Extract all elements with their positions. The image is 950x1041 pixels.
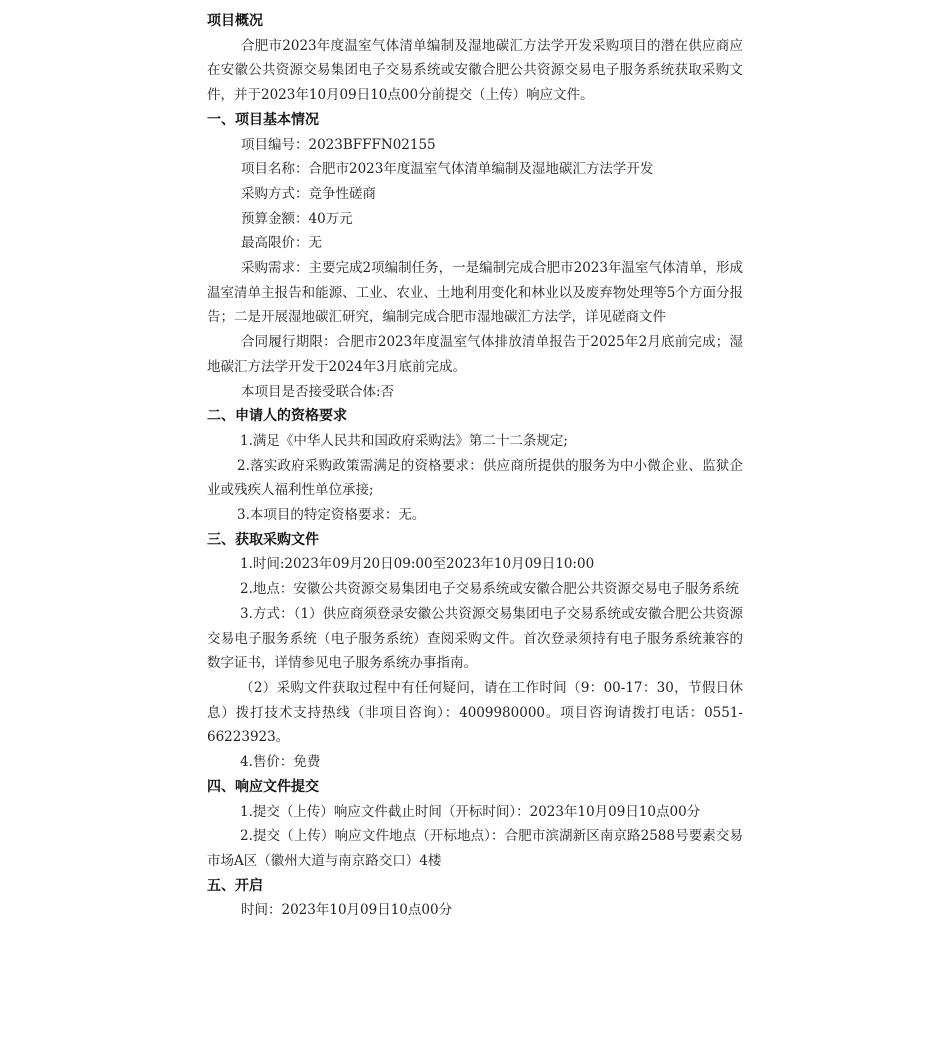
document-time: 1.时间:2023年09月20日09:00至2023年10月09日10:00: [240, 556, 595, 573]
section3-heading: 三、获取采购文件: [207, 531, 319, 548]
section5-heading: 五、开启: [207, 877, 263, 894]
submission-deadline: 1.提交（上传）响应文件截止时间（开标时间）：2023年10月09日10点00分: [240, 803, 701, 820]
project-name: 项目名称：合肥市2023年度温室气体清单编制及湿地碳汇方法学开发: [241, 161, 654, 178]
section2-heading: 二、申请人的资格要求: [207, 408, 347, 425]
announcement-document: [207, 9, 743, 923]
overview-heading: 项目概况: [207, 13, 263, 29]
opening-time: 时间：2023年10月09日10点00分: [241, 902, 453, 919]
submission-location: 2.提交（上传）响应文件地点（开标地点）：合肥市滨湖新区南京路2588号要素交易市场A区（徽州大道与南京路交口）4楼: [207, 828, 743, 869]
budget-amount: 预算金额：40万元: [241, 210, 353, 227]
qualification-item-2: 2.落实政府采购政策需满足的资格要求：供应商所提供的服务为中小微企业、监狱企业或残疾人福利性单位承接;: [207, 457, 743, 499]
document-place: 2.地点：安徽公共资源交易集团电子交易系统或安徽合肥公共资源交易电子服务系统: [240, 581, 739, 598]
qualification-item-1: 1.满足《中华人民共和国政府采购法》第二十二条规定;: [240, 432, 568, 449]
qualification-item-3: 3.本项目的特定资格要求：无。: [237, 507, 426, 524]
document-way-2: （2）采购文件获取过程中有任何疑问，请在工作时间（9：00-17：30，节假日休息）拨打技术支持热线（非项目咨询）：4009980000。项目咨询请拨打电话：0551-66223923。: [207, 679, 743, 746]
overview-text: 合肥市2023年度温室气体清单编制及湿地碳汇方法学开发采购项目的潜在供应商应在安徽公共资源交易集团电子交易系统或安徽合肥公共资源交易电子服务系统获取采购文件，并于2023年10月09日10点00分前提交（上传）响应文件。: [207, 37, 743, 104]
contract-term: 合同履行期限：合肥市2023年度温室气体排放清单报告于2025年2月底前完成；湿地碳汇方法学开发于2024年3月底前完成。: [207, 334, 743, 375]
project-number: 项目编号：2023BFFFN02155: [241, 136, 436, 153]
section1-heading: 一、项目基本情况: [207, 111, 319, 128]
document-way: 3.方式：（1）供应商须登录安徽公共资源交易集团电子交易系统或安徽合肥公共资源交易电子服务系统（电子服务系统）查阅采购文件。首次登录须持有电子服务系统兼容的数字证书，详情参见电子服务系统办事指南。: [207, 605, 743, 672]
procurement-requirements: 采购需求：主要完成2项编制任务，一是编制完成合肥市2023年温室气体清单，形成温室清单主报告和能源、工业、农业、土地利用变化和林业以及废弃物处理等5个方面分报告；二是开展湿地碳汇研究，编制完成合肥市湿地碳汇方法学，详见磋商文件: [207, 260, 743, 326]
procurement-method: 采购方式：竞争性磋商: [241, 185, 376, 202]
max-price: 最高限价：无: [241, 235, 322, 252]
document-price: 4.售价：免费: [240, 754, 321, 771]
section4-heading: 四、响应文件提交: [207, 778, 319, 795]
consortium-policy: 本项目是否接受联合体:否: [241, 383, 395, 400]
